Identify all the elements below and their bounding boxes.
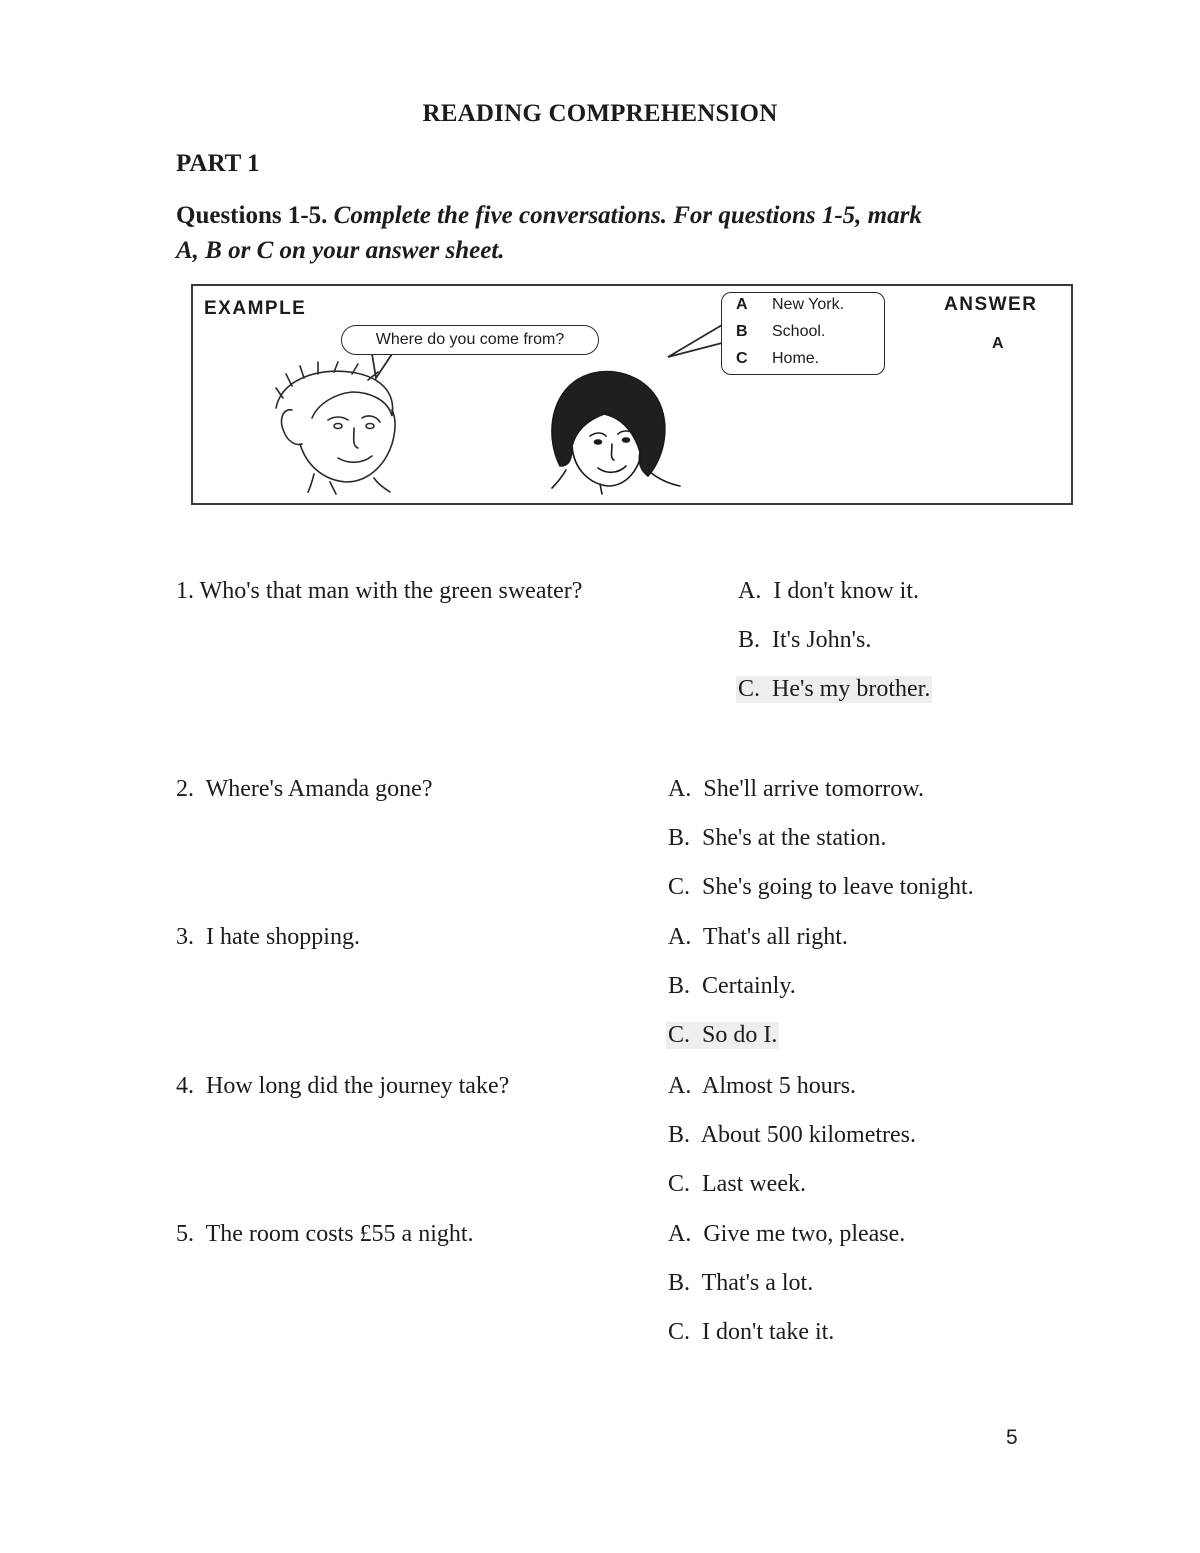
q1-option-c: C. He's my brother.: [738, 676, 931, 702]
example-question-bubble: Where do you come from?: [341, 325, 599, 355]
instructions-bold: Questions 1-5.: [176, 202, 328, 229]
question-5: 5. The room costs £55 a night.: [176, 1221, 474, 1247]
instructions-italic-2: A, B or C on your answer sheet.: [176, 237, 505, 264]
woman-illustration: [552, 372, 680, 494]
q5-option-c: C. I don't take it.: [668, 1319, 835, 1345]
q2-option-b: B. She's at the station.: [668, 825, 887, 851]
q3-option-a: A. That's all right.: [668, 924, 848, 950]
example-option-b: B School.: [736, 323, 826, 340]
example-option-a: A New York.: [736, 296, 845, 313]
example-label: EXAMPLE: [204, 298, 307, 319]
question-1: 1. Who's that man with the green sweater?: [176, 578, 583, 604]
q2-option-a: A. She'll arrive tomorrow.: [668, 776, 925, 802]
q4-option-b: B. About 500 kilometres.: [668, 1122, 917, 1148]
part-heading: PART 1: [176, 150, 260, 177]
example-option-c: C Home.: [736, 350, 820, 367]
question-2: 2. Where's Amanda gone?: [176, 776, 433, 802]
question-3: 3. I hate shopping.: [176, 924, 360, 950]
q4-option-a: A. Almost 5 hours.: [668, 1073, 857, 1099]
q3-option-b: B. Certainly.: [668, 973, 796, 999]
instructions-italic-1: Complete the five conversations. For questions 1-5, mark: [333, 202, 922, 229]
q2-option-c: C. She's going to leave tonight.: [668, 874, 974, 900]
page-title: READING COMPREHENSION: [422, 100, 778, 127]
q1-option-a: A. I don't know it.: [738, 578, 919, 604]
q3-option-c: C. So do I.: [668, 1022, 778, 1048]
q5-option-b: B. That's a lot.: [668, 1270, 814, 1296]
answer-bubble-tail: [668, 325, 722, 357]
example-illustration: [0, 0, 1200, 520]
q5-option-a: A. Give me two, please.: [668, 1221, 906, 1247]
answer-value: A: [992, 335, 1004, 352]
page-number: 5: [1006, 1426, 1018, 1449]
answer-label: ANSWER: [944, 294, 1038, 315]
example-options-bubble: [721, 292, 885, 375]
q1-option-b: B. It's John's.: [738, 627, 872, 653]
q4-option-c: C. Last week.: [668, 1171, 806, 1197]
man-illustration: [276, 362, 395, 494]
question-4: 4. How long did the journey take?: [176, 1073, 510, 1099]
